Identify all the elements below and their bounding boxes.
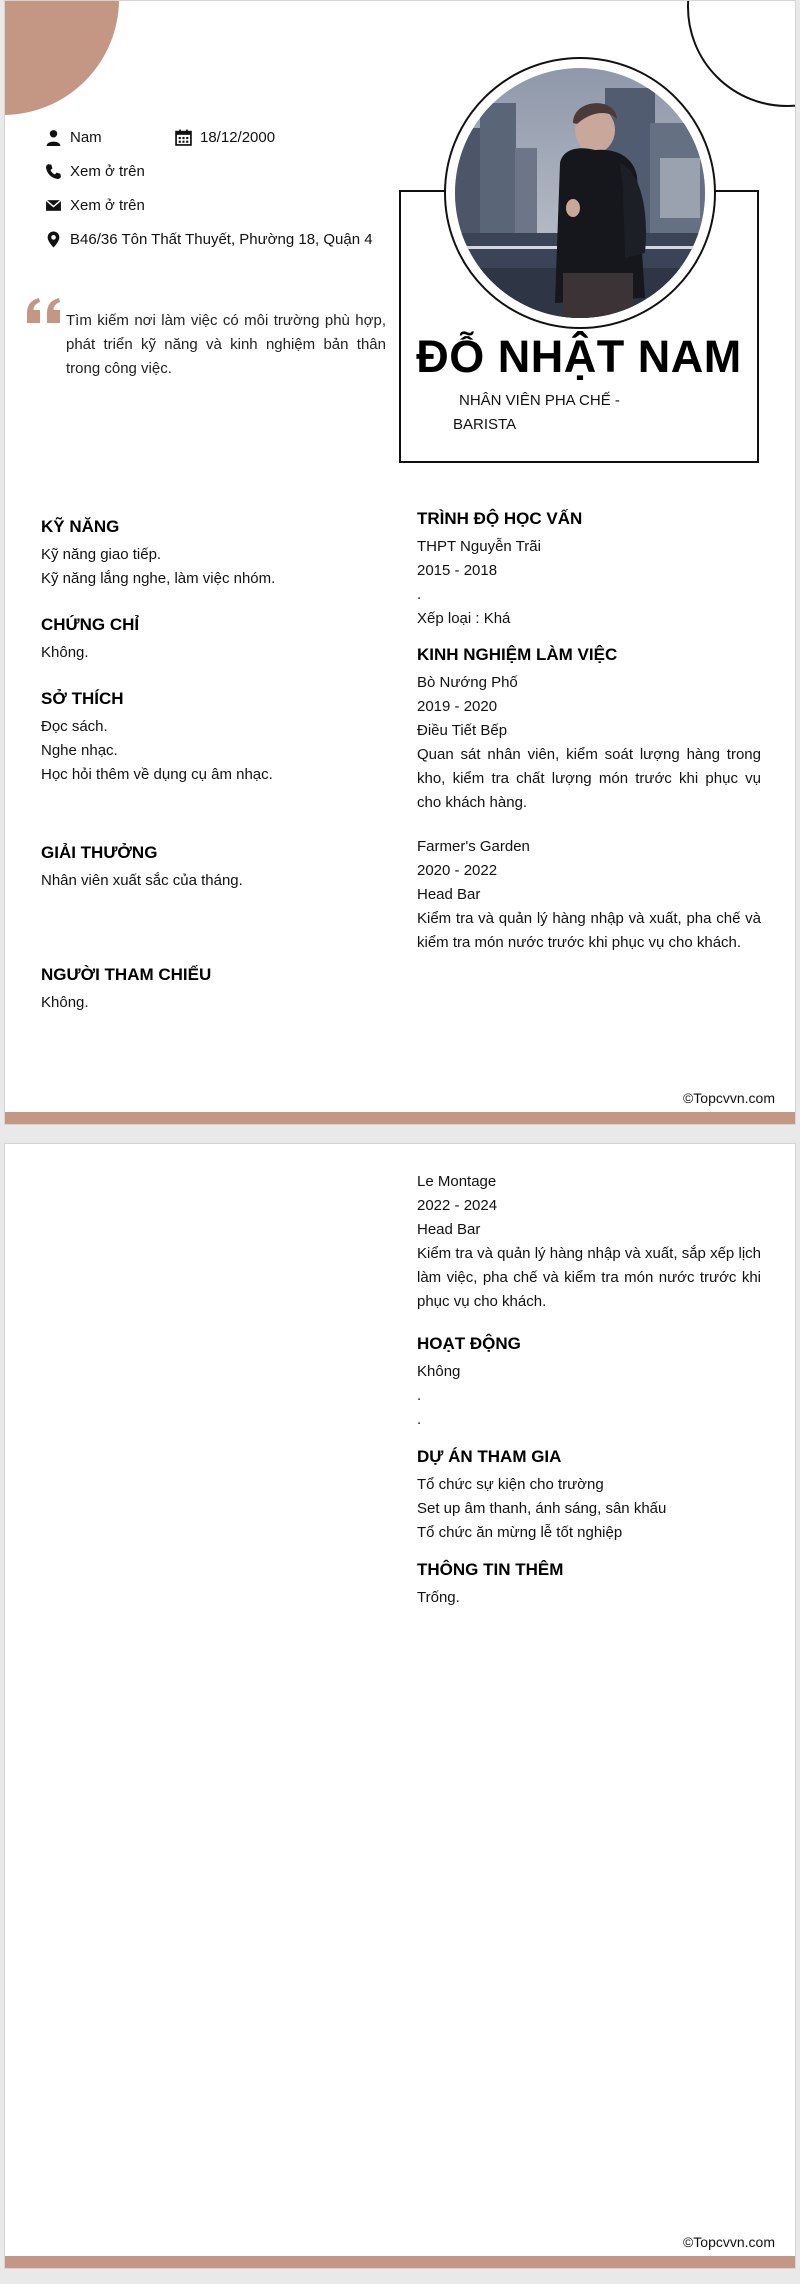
job-period: 2020 - 2022 bbox=[417, 862, 498, 879]
gender-row bbox=[45, 129, 102, 146]
awards-list bbox=[41, 869, 371, 893]
references-title: NGƯỜI THAM CHIẾU bbox=[41, 965, 212, 984]
project-item: Tổ chức ăn mừng lễ tốt nghiệp bbox=[417, 1524, 623, 1541]
activity-item: . bbox=[417, 1411, 422, 1428]
career-objective: Tìm kiếm nơi làm việc có môi trường phù hợp, phát triển kỹ năng và kinh nghiệm bản thân trong công việc. bbox=[66, 312, 386, 377]
birthdate-row bbox=[175, 129, 275, 146]
footer-bar bbox=[5, 2256, 795, 2268]
email-row bbox=[45, 197, 145, 214]
hobbies-list bbox=[41, 715, 371, 787]
job-period: 2022 - 2024 bbox=[417, 1197, 498, 1214]
activities-title: HOẠT ĐỘNG bbox=[417, 1334, 521, 1353]
skills-list bbox=[41, 543, 371, 591]
hobby-item: Học hỏi thêm về dụng cụ âm nhạc. bbox=[41, 766, 273, 783]
job-entry bbox=[417, 1170, 761, 1314]
address-value: B46/36 Tôn Thất Thuyết, Phường 18, Quận 4 bbox=[70, 231, 373, 248]
hobby-item: Đọc sách. bbox=[41, 718, 108, 735]
reference-item: Không. bbox=[41, 994, 89, 1011]
job-role: Điều Tiết Bếp bbox=[417, 722, 508, 739]
references-list bbox=[41, 991, 371, 1015]
cv-page-1 bbox=[4, 0, 796, 1125]
awards-title: GIẢI THƯỞNG bbox=[41, 843, 158, 862]
person-icon bbox=[45, 129, 62, 146]
additional-info-title: THÔNG TIN THÊM bbox=[417, 1560, 564, 1579]
certificates-title: CHỨNG CHỈ bbox=[41, 615, 140, 634]
footer-bar bbox=[5, 1112, 795, 1124]
quote-icon bbox=[25, 297, 65, 325]
calendar-icon bbox=[175, 129, 192, 146]
school-period: 2015 - 2018 bbox=[417, 562, 498, 579]
full-name: ĐỖ NHẬT NAM bbox=[416, 331, 742, 382]
corner-circle-decoration bbox=[4, 0, 119, 115]
phone-value: Xem ở trên bbox=[70, 163, 145, 180]
school-name: THPT Nguyễn Trãi bbox=[417, 538, 541, 555]
email-value: Xem ở trên bbox=[70, 197, 145, 214]
footer-credit: ©Topcvvn.com bbox=[682, 1090, 775, 1106]
job-entry bbox=[417, 835, 761, 955]
activity-item: Không bbox=[417, 1363, 461, 1380]
hobbies-title: SỞ THÍCH bbox=[41, 689, 124, 708]
address-row bbox=[45, 231, 373, 248]
job-description: Quan sát nhân viên, kiểm soát lượng hàng trong kho, kiểm tra chất lượng món trước khi phục vụ cho khách hàng. bbox=[417, 746, 761, 811]
cv-page-2 bbox=[4, 1143, 796, 2269]
activity-item: . bbox=[417, 1387, 422, 1404]
skill-item: Kỹ năng lắng nghe, làm việc nhóm. bbox=[41, 570, 276, 587]
position-line-2: BARISTA bbox=[453, 416, 517, 433]
education-details bbox=[417, 535, 761, 631]
skills-title: KỸ NĂNG bbox=[41, 517, 120, 536]
footer-credit: ©Topcvvn.com bbox=[682, 2234, 775, 2250]
avatar-frame bbox=[444, 57, 716, 329]
project-item: Set up âm thanh, ánh sáng, sân khấu bbox=[417, 1500, 667, 1517]
additional-info-item: Trống. bbox=[417, 1589, 460, 1606]
experience-title: KINH NGHIỆM LÀM VIỆC bbox=[417, 645, 618, 664]
projects-list bbox=[417, 1473, 761, 1545]
additional-info bbox=[417, 1586, 761, 1610]
award-item: Nhân viên xuất sắc của tháng. bbox=[41, 872, 243, 889]
corner-ring-decoration bbox=[687, 0, 796, 107]
certificate-item: Không. bbox=[41, 644, 89, 661]
profile-photo bbox=[455, 68, 705, 318]
job-period: 2019 - 2020 bbox=[417, 698, 498, 715]
hobby-item: Nghe nhạc. bbox=[41, 742, 118, 759]
education-title: TRÌNH ĐỘ HỌC VẤN bbox=[417, 509, 583, 528]
activities-list bbox=[417, 1360, 761, 1432]
position-line-1: NHÂN VIÊN PHA CHẾ - bbox=[459, 392, 620, 409]
phone-icon bbox=[45, 163, 62, 180]
job-description: Kiểm tra và quản lý hàng nhập và xuất, pha chế và kiểm tra món nước trước khi phục vụ cho khách. bbox=[417, 910, 761, 951]
job-company: Bò Nướng Phố bbox=[417, 674, 518, 691]
job-entry bbox=[417, 671, 761, 815]
job-position bbox=[453, 389, 673, 437]
projects-title: DỰ ÁN THAM GIA bbox=[417, 1447, 562, 1466]
school-grade: Xếp loại : Khá bbox=[417, 610, 511, 627]
project-item: Tổ chức sự kiện cho trường bbox=[417, 1476, 604, 1493]
job-description: Kiểm tra và quản lý hàng nhập và xuất, sắp xếp lịch làm việc, pha chế và kiểm tra món nước trước khi phục vụ cho khách. bbox=[417, 1245, 761, 1310]
avatar bbox=[455, 68, 705, 318]
job-role: Head Bar bbox=[417, 1221, 481, 1238]
certificates-list bbox=[41, 641, 371, 665]
skill-item: Kỹ năng giao tiếp. bbox=[41, 546, 162, 563]
job-role: Head Bar bbox=[417, 886, 481, 903]
birthdate-value: 18/12/2000 bbox=[200, 129, 276, 146]
school-note: . bbox=[417, 586, 422, 603]
envelope-icon bbox=[45, 197, 62, 214]
job-company: Farmer's Garden bbox=[417, 838, 530, 855]
gender-value: Nam bbox=[70, 129, 102, 146]
job-company: Le Montage bbox=[417, 1173, 497, 1190]
phone-row bbox=[45, 163, 145, 180]
location-pin-icon bbox=[45, 231, 62, 248]
